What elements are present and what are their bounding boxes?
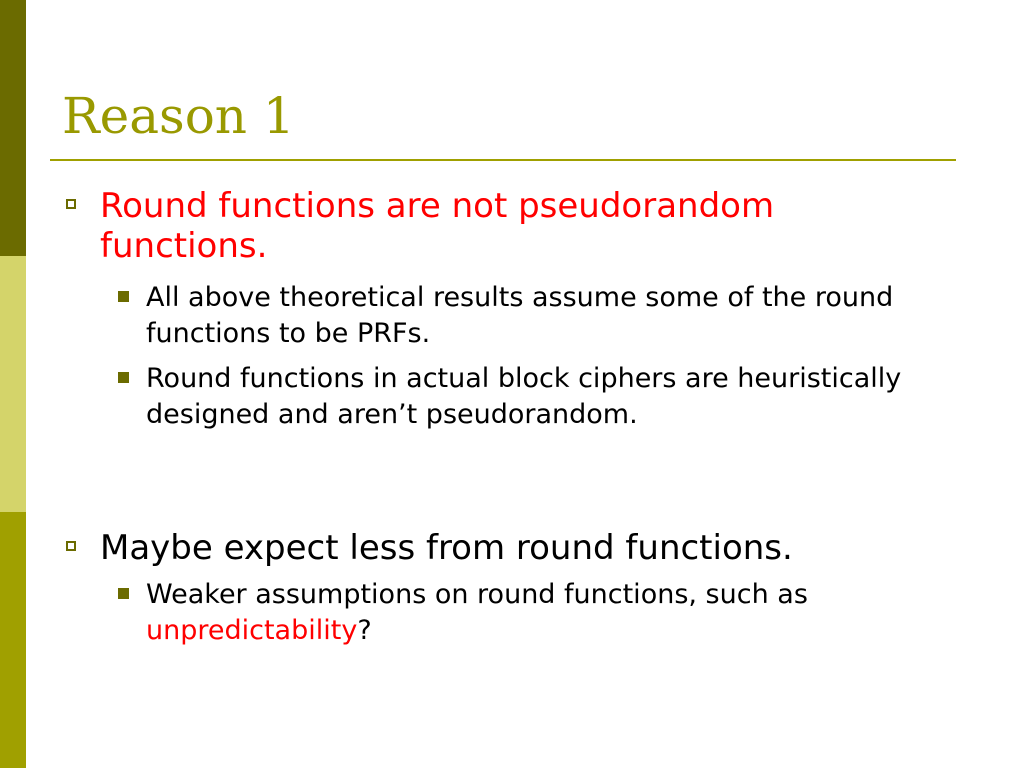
sub-bullet-text bbox=[146, 577, 942, 649]
bullet-expect-less bbox=[62, 528, 942, 568]
sub-bullet-text: All above theoretical results assume some of the round functions to be PRFs. bbox=[146, 282, 894, 349]
side-bar-top bbox=[0, 0, 26, 256]
filled-square-bullet-icon bbox=[118, 372, 129, 383]
filled-square-bullet-icon bbox=[118, 291, 129, 302]
slide-title: Reason 1 bbox=[62, 87, 295, 145]
hollow-square-bullet-icon bbox=[66, 199, 76, 209]
sub-bullet-theoretical-results bbox=[112, 280, 942, 352]
title-underline bbox=[50, 159, 956, 161]
hollow-square-bullet-icon bbox=[66, 541, 76, 551]
highlight-unpredictability: unpredictability bbox=[146, 615, 358, 646]
sub-bullet-actual-ciphers bbox=[112, 361, 942, 433]
filled-square-bullet-icon bbox=[118, 588, 129, 599]
sub-bullet-text-after: ? bbox=[357, 615, 372, 646]
sub-bullet-text: Round functions in actual block ciphers are heuristically designed and aren’t pseudorandom. bbox=[146, 363, 902, 430]
bullet-text: Maybe expect less from round functions. bbox=[100, 528, 793, 568]
sub-bullet-weaker-assumptions bbox=[112, 577, 942, 649]
bullet-text: Round functions are not pseudorandom functions. bbox=[100, 186, 775, 266]
sub-bullet-text-before: Weaker assumptions on round functions, such as bbox=[146, 579, 808, 610]
side-bar-middle bbox=[0, 256, 26, 512]
side-bar-bottom bbox=[0, 512, 26, 768]
bullet-round-functions bbox=[62, 186, 942, 266]
